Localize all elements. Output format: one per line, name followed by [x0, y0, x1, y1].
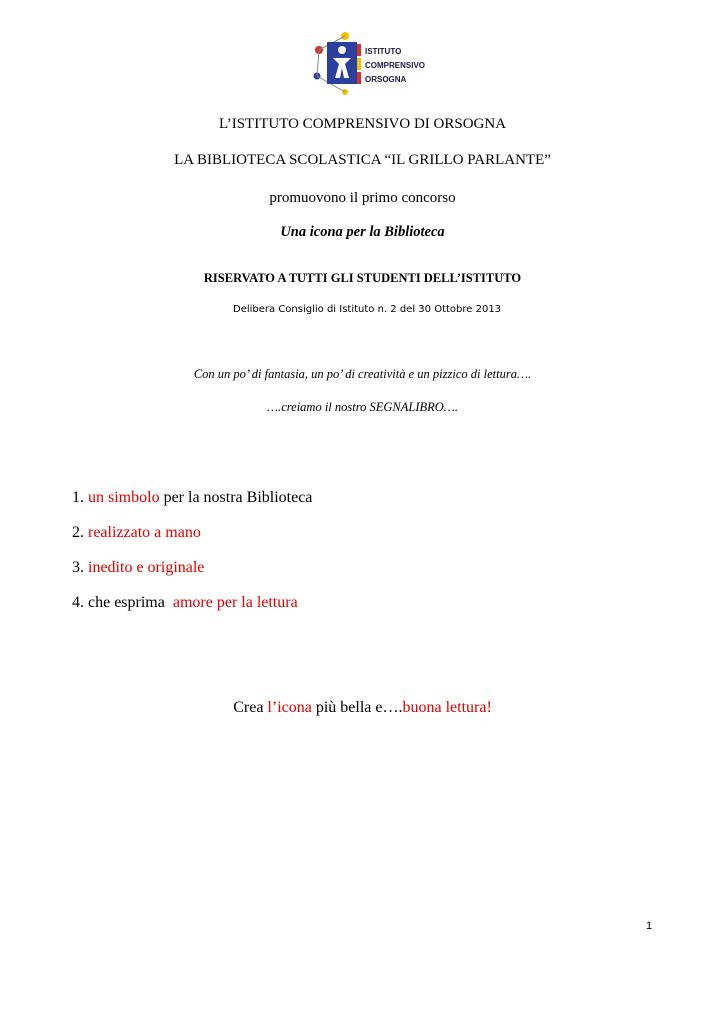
list-item-highlight: amore per la lettura [172, 594, 298, 611]
contest-title: Una icona per la Biblioteca [280, 224, 445, 240]
list-item: 4. che esprima amore per la lettura [72, 594, 298, 611]
logo-emblem-icon [305, 30, 430, 98]
svg-text:ORSOGNA: ORSOGNA [365, 75, 407, 84]
svg-text:ISTITUTO: ISTITUTO [365, 47, 402, 56]
list-item-highlight: un simbolo [88, 489, 160, 506]
school-logo [305, 30, 430, 98]
list-item: 3. inedito e originale [72, 559, 205, 576]
list-item-highlight: inedito e originale [88, 559, 205, 576]
reserved-notice: RISERVATO A TUTTI GLI STUDENTI DELL’ISTITUTO [203, 271, 522, 285]
list-item: 1. un simbolo per la nostra Biblioteca [72, 489, 313, 506]
resolution-note: Delibera Consiglio di Istituto n. 2 del 30 Ottobre 2013 [233, 304, 502, 315]
intro-line-1: Con un po’ di fantasia, un po’ di creatività e un pizzico di lettura…. [193, 367, 532, 381]
svg-text:COMPRENSIVO: COMPRENSIVO [365, 61, 426, 70]
closing-line: Crea l’icona più bella e….buona lettura! [233, 699, 492, 716]
list-item-highlight: realizzato a mano [88, 524, 201, 541]
intro-line-2: ….creiamo il nostro SEGNALIBRO…. [266, 400, 459, 414]
library-name-line: LA BIBLIOTECA SCOLASTICA “IL GRILLO PARLANTE” [174, 152, 551, 168]
school-name-line: L’ISTITUTO COMPRENSIVO DI ORSOGNA [218, 116, 507, 132]
page-number: 1 [646, 920, 653, 932]
list-item: 2. realizzato a mano [72, 524, 201, 541]
requirements-list [72, 488, 312, 628]
promotion-line: promuovono il primo concorso [269, 190, 456, 206]
